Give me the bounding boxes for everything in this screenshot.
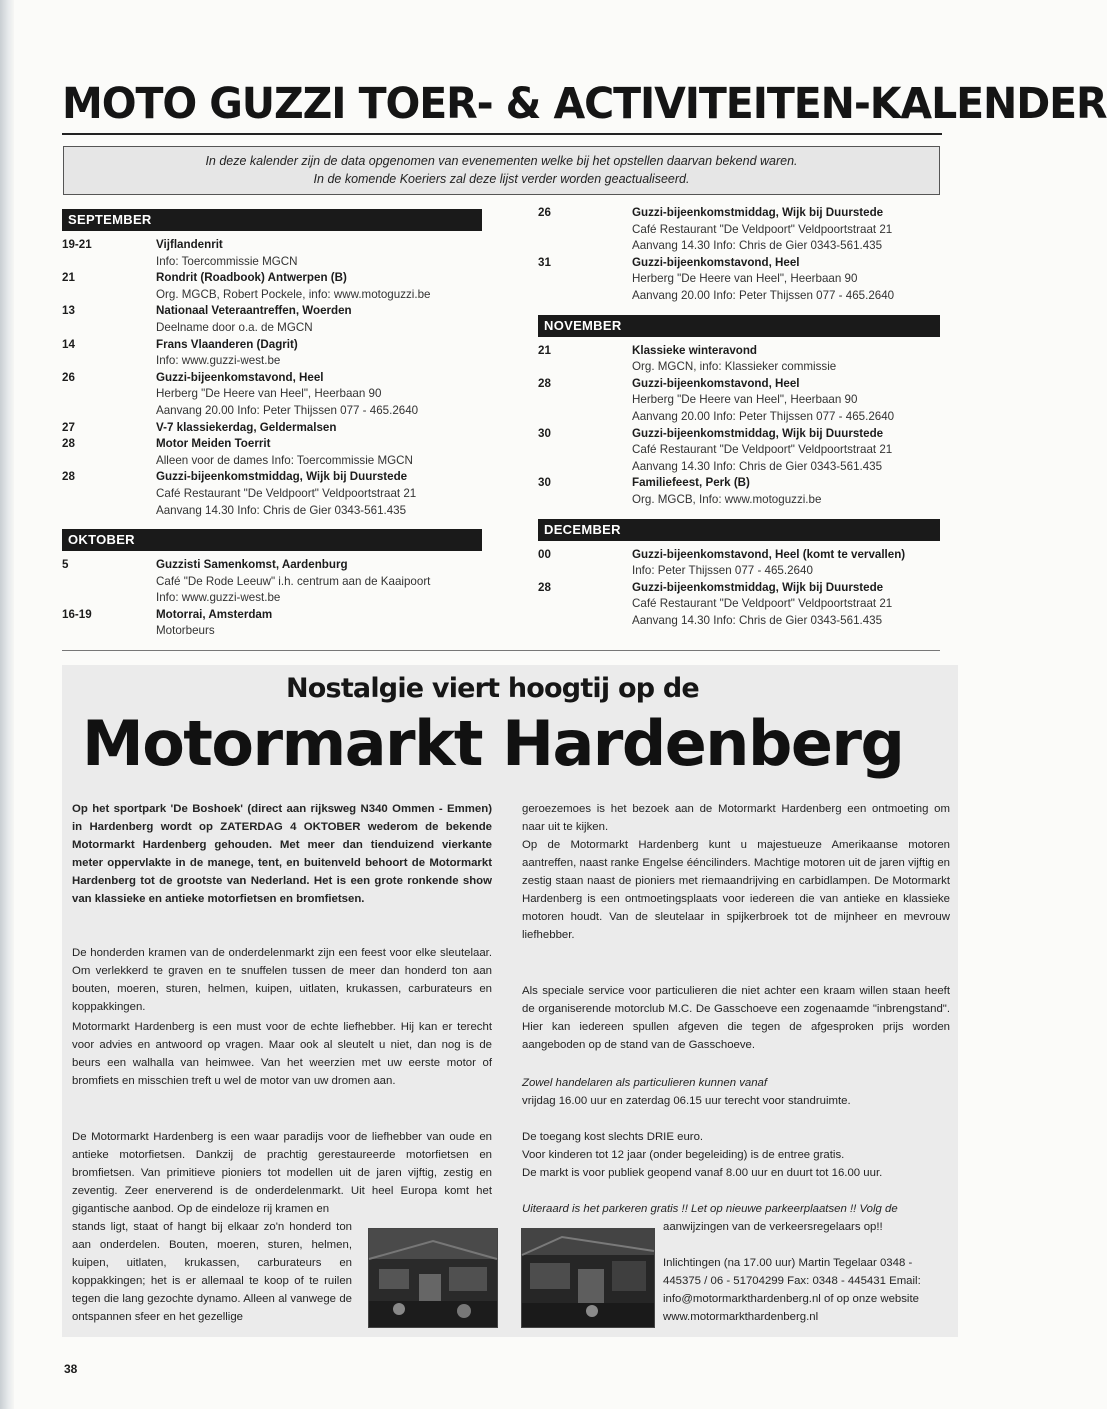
entry-date: 14 [62, 337, 75, 351]
entry-date: 13 [62, 304, 75, 318]
page-title: MOTO GUZZI TOER- & ACTIVITEITEN-KALENDER [62, 78, 1107, 129]
intro-line-2: In de komende Koeriers zal deze lijst verder worden geactualiseerd. [313, 172, 690, 186]
entry-date: 21 [62, 271, 75, 285]
entry-detail: Herberg "De Heere van Heel", Heerbaan 90 [632, 393, 858, 407]
section-divider [62, 650, 940, 651]
article-paragraph-2: Motormarkt Hardenberg is een must voor de echte liefhebber. Hij kan er terecht voor advies en antwoord op vragen. Maar ook al sleutelt u niet, dan nog is de beurs een walhalla van heimwee. Van het weerzien met uw eerste motor of bromfiets en misschien treft u wel de motor van uw dromen aan. [72, 1021, 492, 1087]
entry-body [156, 420, 482, 437]
month-gap [538, 305, 940, 315]
entry-date: 21 [538, 343, 551, 357]
calendar-entry [538, 343, 940, 376]
article-right-5a: De toegang kost slechts DRIE euro. [522, 1131, 704, 1143]
entry-date: 26 [62, 370, 75, 384]
entry-date: 00 [538, 547, 551, 561]
entry-title: Nationaal Veteraantreffen, Woerden [156, 304, 352, 318]
article-right-6b: aanwijzingen van de verkeersregelaars op!! [663, 1221, 883, 1233]
entry-title: V-7 klassiekerdag, Geldermalsen [156, 420, 337, 434]
article-headline: Motormarkt Hardenberg [82, 707, 904, 780]
article-lead: Op het sportpark 'De Boshoek' (direct aan rijksweg N340 Ommen - Emmen) in Hardenberg wordt op ZATERDAG 4 OKTOBER wederom de bekende Motormarkt Hardenberg gehouden. Met meer dan tienduizend vierkante meter oppervlakte in de manege, tent, en buitenveld behoort de Motormarkt Hardenberg tot de grootste van Nederland. Het is een grote ronkende show van klassieke en antieke motorfietsen en bromfietsen. [72, 803, 492, 905]
entry-date: 16-19 [62, 607, 92, 621]
article-right-5c: De markt is voor publiek geopend vanaf 8.00 uur en duurt tot 16.00 uur. [522, 1167, 883, 1179]
entry-date: 31 [538, 255, 551, 269]
calendar-entry [62, 420, 482, 437]
calendar-entry [62, 370, 482, 420]
entry-body [156, 370, 482, 420]
article-right-6a: Uiteraard is het parkeren gratis !! Let op nieuwe parkeerplaatsen !! Volg de [522, 1203, 898, 1215]
entry-detail: Org. MGCB, Robert Pockele, info: www.motoguzzi.be [156, 287, 431, 301]
month-header: NOVEMBER [538, 315, 940, 337]
entry-date: 28 [62, 437, 75, 451]
entry-detail: Info: Peter Thijssen 077 - 465.2640 [632, 564, 813, 578]
calendar-entry [538, 547, 940, 580]
month-header: DECEMBER [538, 519, 940, 541]
entry-detail: Aanvang 14.30 Info: Chris de Gier 0343-561.435 [156, 503, 407, 517]
entry-body [632, 255, 940, 305]
article-paragraph-1: De honderden kramen van de onderdelenmarkt zijn een feest voor elke sleutelaar. Om verlekkerd te graven en te snuffelen tussen de meer dan honderd ton aan bouten, moeren, sturen, helmen, kuipen, uitlaten, krukassen, carburateurs en koppakkingen. [72, 947, 492, 1013]
entry-title: Motorrai, Amsterdam [156, 607, 273, 621]
article-paragraph-3: De Motormarkt Hardenberg is een waar paradijs voor de liefhebber van oude en antieke motorfietsen. Dankzij de prachtig gerestaureerde motorfietsen en bromfietsen. Van primitieve pioniers tot modellen uit de jaren vijftig, zestig en zeventig. Zeer enerverend is de onderdelenmarkt. Uit heel Europa komt het gigantische aanbod. Op de eindeloze rij kramen en [72, 1131, 492, 1215]
calendar-entry [62, 237, 482, 270]
market-photo-right [521, 1228, 655, 1328]
page-edge [0, 0, 14, 1409]
entry-body [632, 343, 940, 376]
entry-date: 26 [538, 206, 551, 219]
entry-detail: Café Restaurant "De Veldpoort" Veldpoortstraat 21 [632, 443, 893, 457]
calendar-entry [538, 475, 940, 508]
intro-box [63, 146, 940, 195]
entry-detail: Alleen voor de dames Info: Toercommissie MGCN [156, 453, 413, 467]
article-right-4b: vrijdag 16.00 uur en zaterdag 06.15 uur terecht voor standruimte. [522, 1095, 851, 1107]
entry-date: 30 [538, 476, 551, 490]
entry-body [156, 337, 482, 370]
month-header: SEPTEMBER [62, 209, 482, 231]
entry-detail: Aanvang 14.30 Info: Chris de Gier 0343-561.435 [632, 459, 883, 473]
article-right-7: Inlichtingen (na 17.00 uur) Martin Tegelaar 0348 - 445375 / 06 - 51704299 Fax: 0348 - 445431 Email: info@motormarkthardenberg.nl of op onze website www.motormarkthardenberg.nl [663, 1257, 921, 1323]
market-photo-left [368, 1228, 498, 1328]
entry-detail: Info: Toercommissie MGCN [156, 254, 298, 268]
entry-title: Guzzi-bijeenkomstavond, Heel [632, 255, 800, 269]
calendar-entry [62, 469, 482, 519]
entry-detail: Aanvang 14.30 Info: Chris de Gier 0343-561.435 [632, 239, 883, 253]
article-subhead: Nostalgie viert hoogtij op de [286, 673, 699, 704]
entry-detail: Info: www.guzzi-west.be [156, 591, 281, 605]
entry-detail: Café Restaurant "De Veldpoort" Veldpoortstraat 21 [632, 222, 893, 236]
entry-title: Guzzi-bijeenkomstavond, Heel (komt te vervallen) [632, 547, 906, 561]
entry-detail: Info: www.guzzi-west.be [156, 354, 281, 368]
entry-date: 28 [538, 376, 551, 390]
entry-title: Guzzi-bijeenkomstmiddag, Wijk bij Duurstede [632, 580, 884, 594]
entry-title: Guzzi-bijeenkomstmiddag, Wijk bij Duurstede [632, 206, 884, 219]
month-gap [62, 519, 482, 529]
entry-detail: Aanvang 14.30 Info: Chris de Gier 0343-561.435 [632, 613, 883, 627]
calendar-entry [538, 205, 940, 255]
entry-detail: Deelname door o.a. de MGCN [156, 320, 313, 334]
entry-body [632, 376, 940, 426]
article-paragraph-3b: stands ligt, staat of hangt bij elkaar zo'n honderd ton aan onderdelen. Bouten, moeren, sturen, helmen, kuipen, uitlaten, krukassen, carburateurs en koppakkingen; het is er allemaal te koop of te ruilen tegen die lang gezochte dynamo. Alleen al vanwege de ontspannen sfeer en het gezellige [72, 1221, 352, 1323]
entry-detail: Herberg "De Heere van Heel", Heerbaan 90 [632, 272, 858, 286]
calendar-entry [62, 303, 482, 336]
entry-detail: Aanvang 20.00 Info: Peter Thijssen 077 - 465.2640 [156, 403, 419, 417]
entry-body [156, 303, 482, 336]
entry-title: Guzzi-bijeenkomstavond, Heel [632, 376, 800, 390]
article-right-3: Als speciale service voor particulieren die niet achter een kraam willen staan heeft de organiserende motorclub M.C. De Gasschoeve een zogenaamde "inbrengstand". Hier kan iedereen spullen afgeven die tegen de afgesproken prijs worden aangeboden op de stand van de Gasschoeve. [522, 985, 950, 1051]
entry-title: Guzzi-bijeenkomstmiddag, Wijk bij Duurstede [156, 470, 408, 484]
entry-body [156, 607, 482, 640]
entry-body [632, 547, 940, 580]
entry-body [156, 469, 482, 519]
entry-body [632, 475, 940, 508]
entry-body [156, 270, 482, 303]
month-header: OKTOBER [62, 529, 482, 551]
entry-title: Guzzisti Samenkomst, Aardenburg [156, 558, 348, 572]
entry-body [632, 580, 940, 630]
entry-body [156, 557, 482, 607]
title-rule [62, 133, 942, 135]
entry-detail: Motorbeurs [156, 624, 215, 638]
entry-detail: Café "De Rode Leeuw" i.h. centrum aan de Kaaipoort [156, 574, 431, 588]
entry-date: 28 [538, 580, 551, 594]
entry-detail: Org. MGCN, info: Klassieker commissie [632, 360, 837, 374]
calendar-entry [62, 607, 482, 640]
calendar-left-column [62, 209, 482, 640]
intro-line-1: In deze kalender zijn de data opgenomen van evenementen welke bij het opstellen daarvan bekend waren. [205, 154, 798, 168]
entry-title: Guzzi-bijeenkomstmiddag, Wijk bij Duurstede [632, 426, 884, 440]
entry-detail: Café Restaurant "De Veldpoort" Veldpoortstraat 21 [632, 597, 893, 611]
entry-detail: Herberg "De Heere van Heel", Heerbaan 90 [156, 387, 382, 401]
calendar-entry [62, 557, 482, 607]
entry-title: Vijflandenrit [156, 238, 223, 251]
calendar-entry [538, 580, 940, 630]
entry-detail: Aanvang 20.00 Info: Peter Thijssen 077 - 465.2640 [632, 409, 895, 423]
page-number: 38 [64, 1362, 78, 1376]
calendar-entry [62, 337, 482, 370]
entry-title: Familiefeest, Perk (B) [632, 476, 750, 490]
entry-date: 5 [62, 558, 69, 572]
calendar-entry [538, 255, 940, 305]
entry-date: 30 [538, 426, 551, 440]
entry-date: 27 [62, 420, 75, 434]
month-gap [538, 509, 940, 519]
article-right-4a: Zowel handelaren als particulieren kunnen vanaf [522, 1077, 768, 1089]
calendar-entry [538, 376, 940, 426]
calendar-entry [538, 426, 940, 476]
entry-body [632, 205, 940, 255]
calendar-entry [62, 270, 482, 303]
article-right-5b: Voor kinderen tot 12 jaar (onder begeleiding) is de entree gratis. [522, 1149, 845, 1161]
entry-detail: Aanvang 20.00 Info: Peter Thijssen 077 - 465.2640 [632, 288, 895, 302]
entry-body [156, 237, 482, 270]
entry-detail: Org. MGCB, Info: www.motoguzzi.be [632, 492, 822, 506]
entry-title: Rondrit (Roadbook) Antwerpen (B) [156, 271, 347, 285]
article-right-2: Op de Motormarkt Hardenberg kunt u majestueuze Amerikaanse motoren aantreffen, naast ranke Engelse ééncilinders. Machtige motoren uit de jaren vijftig en zestig staan naast de pioniers met riemaandrijving en carbidlampen. De Motormarkt Hardenberg is een ontmoetingsplaats voor iedereen die van antieke en klassieke motoren houdt. Van de sleutelaar in spijkerbroek tot de mijnheer en mevrouw liefhebber. [522, 839, 950, 941]
article-right-1: geroezemoes is het bezoek aan de Motormarkt Hardenberg een ontmoeting om naar uit te kijken. [522, 803, 950, 833]
entry-detail: Café Restaurant "De Veldpoort" Veldpoortstraat 21 [156, 486, 417, 500]
entry-title: Guzzi-bijeenkomstavond, Heel [156, 370, 324, 384]
entry-date: 28 [62, 470, 75, 484]
entry-body [156, 436, 482, 469]
calendar-right-column [538, 205, 940, 629]
entry-title: Frans Vlaanderen (Dagrit) [156, 337, 298, 351]
calendar-entry [62, 436, 482, 469]
entry-date: 19-21 [62, 238, 92, 251]
entry-title: Klassieke winteravond [632, 343, 758, 357]
entry-title: Motor Meiden Toerrit [156, 437, 271, 451]
entry-body [632, 426, 940, 476]
